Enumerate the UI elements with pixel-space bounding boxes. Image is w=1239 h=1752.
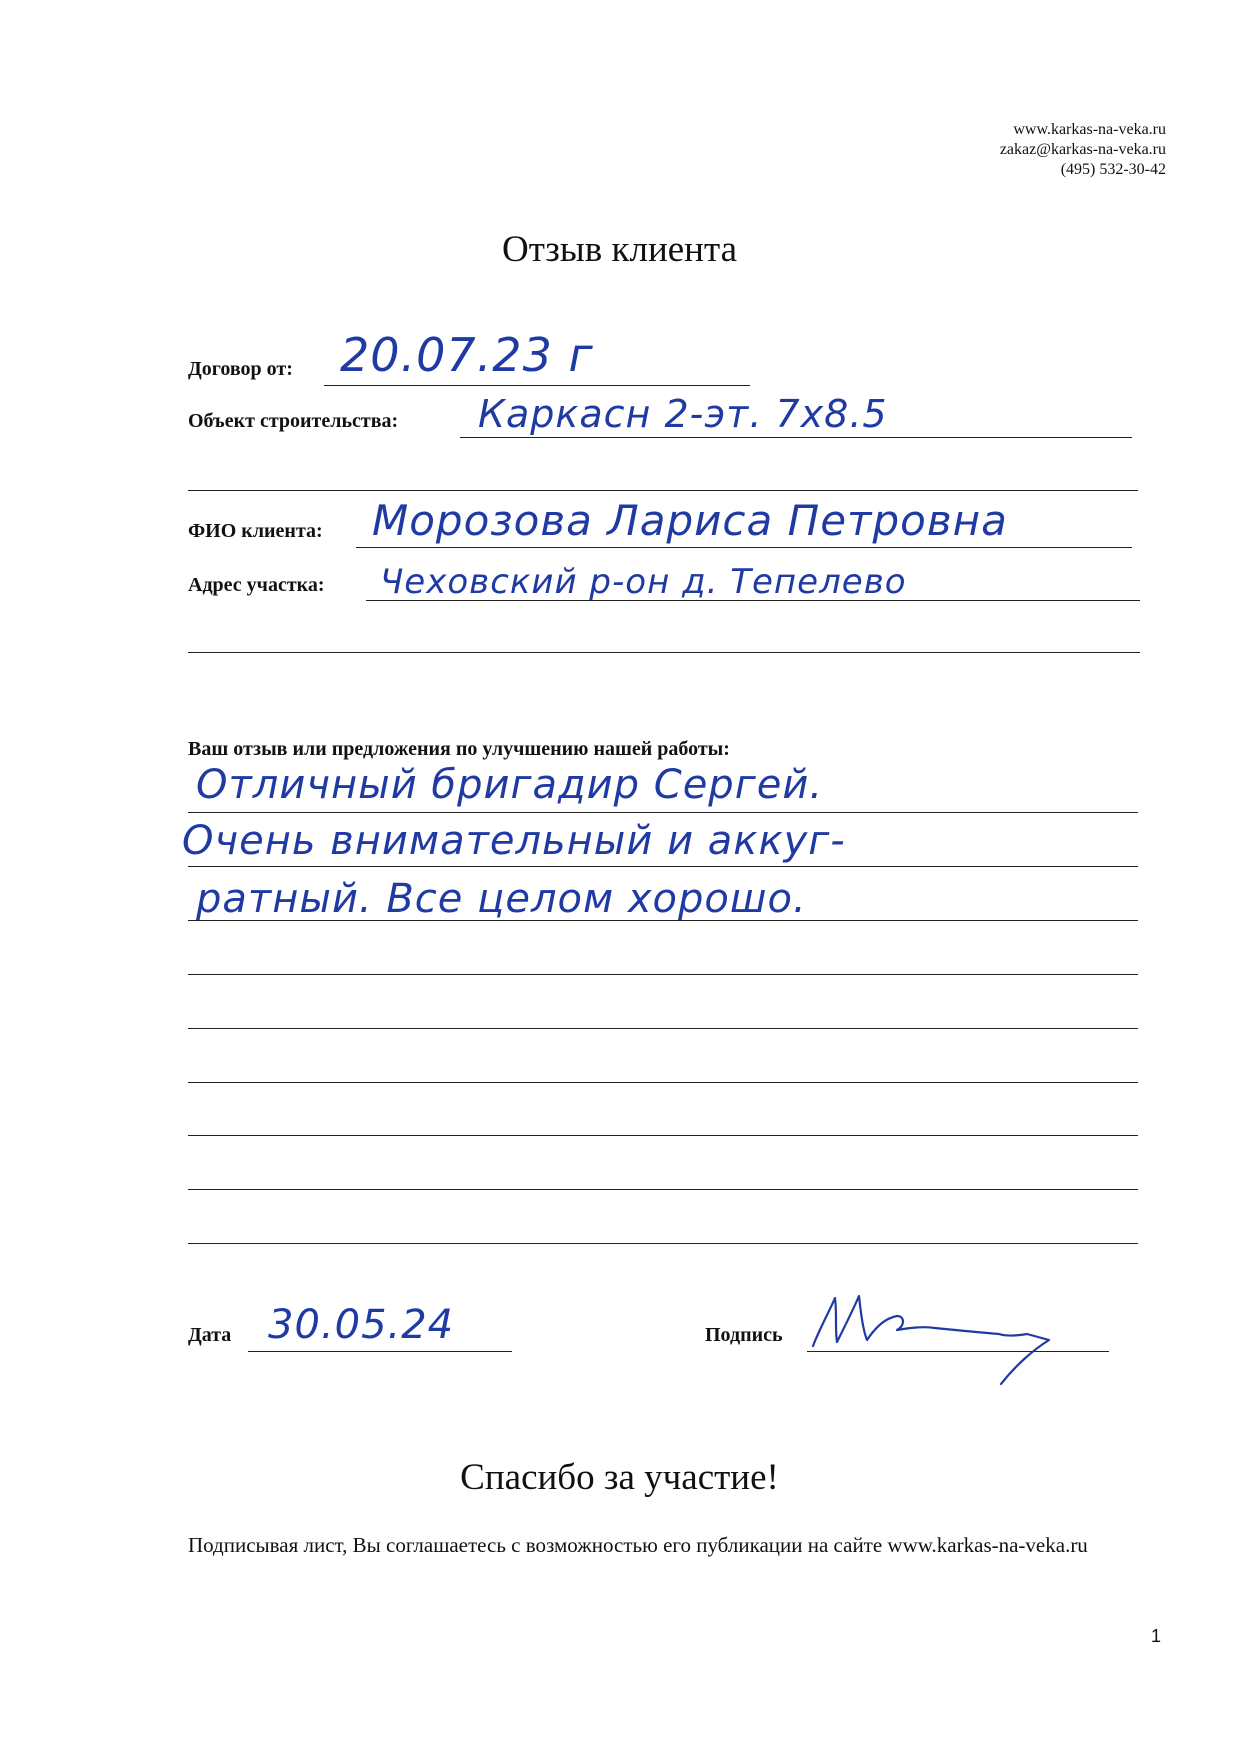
contract-date-label: Договор от: [188,358,293,380]
email-text: zakaz@karkas-na-veka.ru [999,141,1166,158]
feedback-rule [188,1243,1138,1244]
feedback-rule [188,1028,1138,1029]
contact-block [1000,120,1166,180]
feedback-label: Ваш отзыв или предложения по улучшению нашей работы: [188,738,730,760]
feedback-rule [188,920,1138,921]
date-line [248,1351,512,1352]
feedback-rule [188,1135,1138,1136]
consent-text: Подписывая лист, Вы соглашаетесь с возможностью его публикации на сайте www.karkas-na-veka.ru [188,1533,1088,1557]
object-line [460,437,1132,438]
client-name-line [356,547,1132,548]
feedback-line-2: Очень внимательный и аккуг- [182,818,846,864]
feedback-rule [188,812,1138,813]
object-label: Объект строительства: [188,410,399,432]
feedback-rule [188,866,1138,867]
blank-line [188,652,1140,653]
feedback-line-3: ратный. Все целом хорошо. [196,876,807,922]
phone-text: (495) 532-30-42 [1060,161,1166,178]
contract-date-value: 20.07.23 г [340,328,594,382]
client-name-value: Морозова Лариса Петровна [372,496,1008,545]
signature-label: Подпись [705,1324,783,1346]
website-text: www.karkas-na-veka.ru [1013,121,1166,138]
document-title: Отзыв клиента [501,229,738,270]
client-name-label: ФИО клиента: [188,520,323,542]
feedback-rule [188,1082,1138,1083]
page-number: 1 [1150,1626,1161,1646]
feedback-line-1: Отличный бригадир Сергей. [196,762,824,808]
feedback-rule [188,974,1138,975]
blank-line [188,490,1138,491]
address-label: Адрес участка: [188,574,325,596]
date-label: Дата [188,1324,232,1346]
contract-date-line [324,385,750,386]
thanks-heading: Спасибо за участие! [460,1457,779,1498]
address-value: Чеховский р-он д. Тепелево [380,562,907,602]
object-value: Каркасн 2-эт. 7x8.5 [478,392,888,436]
date-value: 30.05.24 [268,1302,455,1348]
signature-mark [805,1270,1065,1400]
feedback-rule [188,1189,1138,1190]
